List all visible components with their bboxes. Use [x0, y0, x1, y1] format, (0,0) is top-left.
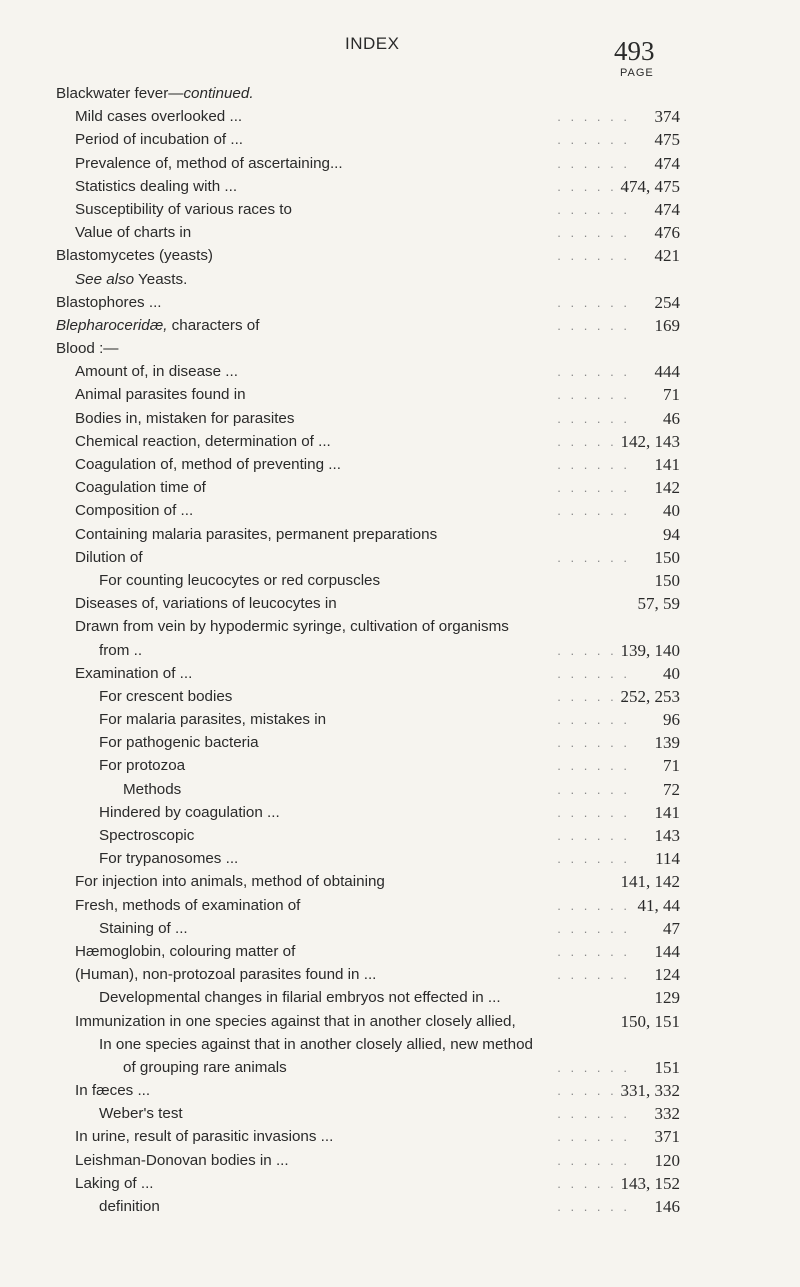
entry-pages: 143, 152 [620, 1173, 680, 1193]
leader-dots: . . . . . . [557, 1129, 630, 1145]
entry-pages: 139 [654, 733, 680, 753]
leader-dots: . . . . . . [557, 155, 630, 171]
leader-dots: . . . . . . [557, 1199, 630, 1214]
leader-dots: . . . . . . [557, 480, 630, 496]
index-entry [0, 198, 800, 221]
entry-pages: 71 [663, 756, 680, 776]
index-entry [0, 615, 800, 638]
entry-pages: 169 [654, 315, 680, 335]
index-entry [0, 1033, 800, 1056]
leader-dots: . . . . . . [557, 178, 630, 194]
entry-text: Statistics dealing with ... [75, 177, 238, 195]
entry-pages: 421 [654, 246, 680, 266]
index-entry [0, 360, 800, 383]
index-entry [0, 592, 800, 615]
entry-text: Composition of ... [75, 502, 194, 520]
entry-pages: 94 [663, 524, 680, 544]
index-entry [0, 917, 800, 940]
index-entry [0, 152, 800, 175]
entry-text: In fæces ... [75, 1082, 151, 1100]
entry-text: Staining of ... [99, 919, 188, 937]
index-entry [0, 940, 800, 963]
index-entry [0, 685, 800, 708]
entry-pages: 374 [654, 107, 680, 127]
leader-dots: . . . . . . [557, 132, 630, 148]
leader-dots: . . . . . . [557, 688, 630, 704]
entry-pages: 150 [654, 570, 680, 590]
leader-dots: . . . . . . [557, 1106, 630, 1122]
entry-pages: 150, 151 [620, 1011, 680, 1031]
index-entry [0, 523, 800, 546]
entry-pages: 129 [654, 988, 680, 1008]
leader-dots: . . . . . . [557, 410, 630, 426]
index-entry [0, 778, 800, 801]
entry-pages: 57, 59 [637, 594, 680, 614]
leader-dots: . . . . . . [557, 967, 630, 983]
entry-pages: 254 [654, 292, 680, 312]
entry-text: Diseases of, variations of leucocytes in [75, 595, 337, 613]
index-entry [0, 105, 800, 128]
index-entry [0, 337, 800, 360]
index-entry [0, 870, 800, 893]
entry-pages: 40 [663, 501, 680, 521]
entry-pages: 141 [654, 455, 680, 474]
entry-text: In one species against that in another closely allied, new method [99, 1035, 533, 1053]
index-entry [0, 314, 800, 337]
entry-text: Coagulation of, method of preventing ... [75, 456, 341, 473]
index-entry [0, 801, 800, 824]
leader-dots: . . . . . . [557, 364, 630, 380]
entry-text: Mild cases overlooked ... [75, 108, 243, 126]
entry-text: Blood :— [56, 340, 119, 358]
entry-text: Blepharoceridæ, characters of [56, 316, 260, 334]
entry-text: Coagulation time of [75, 479, 206, 497]
entry-pages: 124 [654, 965, 680, 985]
entry-pages: 475 [654, 130, 680, 150]
leader-dots: . . . . . . [557, 828, 630, 843]
index-entry [0, 430, 800, 453]
entry-text: Immunization in one species against that in another closely allied, [75, 1012, 516, 1030]
index-entry [0, 894, 800, 917]
entry-pages: 474 [654, 153, 680, 173]
index-entry [0, 639, 800, 662]
entry-text: Blackwater fever—continued. [56, 85, 254, 102]
page-column-label: PAGE [620, 67, 654, 79]
entry-pages: 72 [663, 779, 680, 799]
entry-text: For crescent bodies [99, 687, 233, 705]
entry-text: See also Yeasts. [75, 270, 188, 288]
index-entry [0, 453, 800, 476]
entry-text: For pathogenic bacteria [99, 734, 259, 752]
entry-text: Hindered by coagulation ... [99, 803, 280, 821]
entry-text: Amount of, in disease ... [75, 363, 238, 381]
entry-text: For counting leucocytes or red corpuscles [99, 571, 381, 589]
entry-text: Blastophores ... [56, 293, 162, 311]
index-entry [0, 268, 800, 291]
entry-text: Chemical reaction, determination of ... [75, 432, 331, 450]
page-number: 493 [614, 36, 655, 66]
leader-dots: . . . . . . [557, 457, 630, 472]
leader-dots: . . . . . . [557, 920, 630, 936]
entry-text: Prevalence of, method of ascertaining... [75, 154, 343, 172]
entry-text: Examination of ... [75, 664, 193, 682]
entry-text: Animal parasites found in [75, 386, 246, 404]
leader-dots: . . . . . . [557, 433, 630, 449]
entry-pages: 47 [663, 918, 680, 938]
entry-text: Developmental changes in filarial embryos not effected in ... [99, 989, 501, 1007]
index-entry [0, 1056, 800, 1079]
entry-pages: 141, 142 [620, 872, 680, 892]
entry-text: Period of incubation of ... [75, 131, 244, 149]
entry-text: Blastomycetes (yeasts) [56, 247, 213, 265]
leader-dots: . . . . . . [557, 549, 630, 565]
entry-pages: 139, 140 [620, 640, 680, 660]
entry-pages: 146 [654, 1197, 680, 1216]
entry-pages: 40 [663, 663, 680, 683]
index-entry [0, 82, 800, 105]
entry-text: Drawn from vein by hypodermic syringe, cultivation of organisms [75, 618, 509, 636]
entry-pages: 141 [654, 802, 680, 822]
entry-text: For trypanosomes ... [99, 850, 239, 868]
index-entry [0, 1149, 800, 1172]
index-entry [0, 754, 800, 777]
entry-text: For protozoa [99, 757, 186, 775]
index-entry [0, 1079, 800, 1102]
index-entry [0, 569, 800, 592]
entry-pages: 142 [654, 478, 680, 498]
entry-text: For malaria parasites, mistakes in [99, 711, 327, 729]
entry-pages: 252, 253 [620, 686, 680, 706]
entry-text: Containing malaria parasites, permanent preparations [75, 525, 438, 543]
leader-dots: . . . . . . [557, 387, 630, 403]
leader-dots: . . . . . . [557, 758, 630, 774]
entry-text: from .. [99, 641, 143, 659]
entry-pages: 474 [654, 199, 680, 219]
leader-dots: . . . . . . [557, 201, 630, 217]
index-entry [0, 1125, 800, 1148]
index-entry [0, 708, 800, 731]
entry-pages: 476 [654, 223, 680, 243]
entry-pages: 41, 44 [637, 895, 680, 915]
leader-dots: . . . . . . [557, 804, 630, 820]
index-entry [0, 383, 800, 406]
leader-dots: . . . . . . [557, 1083, 630, 1099]
entry-text: Weber's test [99, 1105, 183, 1123]
index-entry [0, 986, 800, 1009]
index-entry [0, 824, 800, 847]
entry-pages: 142, 143 [620, 431, 680, 451]
entry-italic-text: See also [75, 270, 135, 288]
entry-text: Value of charts in [75, 224, 192, 242]
leader-dots: . . . . . . [557, 503, 630, 519]
entry-text: Hæmoglobin, colouring matter of [75, 942, 296, 960]
entry-text: (Human), non-protozoal parasites found in ... [75, 966, 377, 984]
index-entry [0, 847, 800, 870]
entry-pages: 150 [654, 547, 680, 567]
leader-dots: . . . . . . [557, 109, 630, 125]
index-entries [0, 82, 800, 1218]
leader-dots: . . . . . . [557, 712, 630, 728]
entry-text: Dilution of [75, 548, 143, 566]
leader-dots: . . . . . . [557, 1059, 630, 1075]
entry-pages: 46 [663, 408, 680, 428]
leader-dots: . . . . . . [557, 317, 630, 333]
index-entry [0, 1172, 800, 1195]
index-entry [0, 963, 800, 986]
entry-pages: 143 [654, 826, 680, 845]
leader-dots: . . . . . . [557, 665, 630, 681]
index-entry [0, 662, 800, 685]
entry-text: Leishman-Donovan bodies in ... [75, 1151, 289, 1169]
entry-text: of grouping rare animals [123, 1058, 287, 1076]
running-title: INDEX [345, 34, 400, 53]
entry-text: Susceptibility of various races to [75, 200, 292, 218]
leader-dots: . . . . . . [557, 642, 630, 658]
index-entry [0, 221, 800, 244]
entry-text: Spectroscopic [99, 827, 195, 844]
entry-text: definition [99, 1198, 160, 1215]
entry-pages: 331, 332 [620, 1081, 680, 1101]
leader-dots: . . . . . . [557, 943, 630, 959]
leader-dots: . . . . . . [557, 897, 630, 913]
entry-pages: 120 [654, 1150, 680, 1170]
entry-text: Laking of ... [75, 1174, 154, 1192]
leader-dots: . . . . . . [557, 1152, 630, 1168]
entry-pages: 332 [654, 1104, 680, 1124]
index-entry [0, 407, 800, 430]
leader-dots: . . . . . . [557, 735, 630, 751]
entry-italic-text: Blepharoceridæ, [56, 316, 168, 334]
entry-text: In urine, result of parasitic invasions ... [75, 1128, 334, 1146]
index-entry [0, 476, 800, 499]
index-entry [0, 1102, 800, 1125]
entry-pages: 96 [663, 710, 680, 730]
index-entry [0, 499, 800, 522]
leader-dots: . . . . . . [557, 1175, 630, 1191]
entry-pages: 144 [654, 941, 680, 961]
entry-text: For injection into animals, method of obtaining [75, 873, 385, 891]
leader-dots: . . . . . . [557, 781, 630, 797]
index-entry [0, 1195, 800, 1218]
leader-dots: . . . . . . [557, 294, 630, 310]
entry-pages: 114 [655, 849, 680, 869]
entry-pages: 371 [654, 1127, 680, 1147]
leader-dots: . . . . . . [557, 851, 630, 867]
entry-text: Bodies in, mistaken for parasites [75, 409, 295, 427]
index-entry [0, 546, 800, 569]
index-entry [0, 731, 800, 754]
index-entry [0, 128, 800, 151]
index-entry [0, 175, 800, 198]
index-entry [0, 1010, 800, 1033]
leader-dots: . . . . . . [557, 225, 630, 241]
entry-italic-text: continued. [183, 85, 254, 102]
entry-pages: 151 [654, 1057, 680, 1077]
index-entry [0, 244, 800, 267]
entry-text: Fresh, methods of examination of [75, 896, 301, 914]
entry-text: Methods [123, 780, 182, 798]
entry-pages: 444 [654, 362, 680, 382]
entry-pages: 474, 475 [620, 176, 680, 196]
index-entry [0, 291, 800, 314]
entry-pages: 71 [663, 385, 680, 405]
leader-dots: . . . . . . [557, 248, 630, 264]
